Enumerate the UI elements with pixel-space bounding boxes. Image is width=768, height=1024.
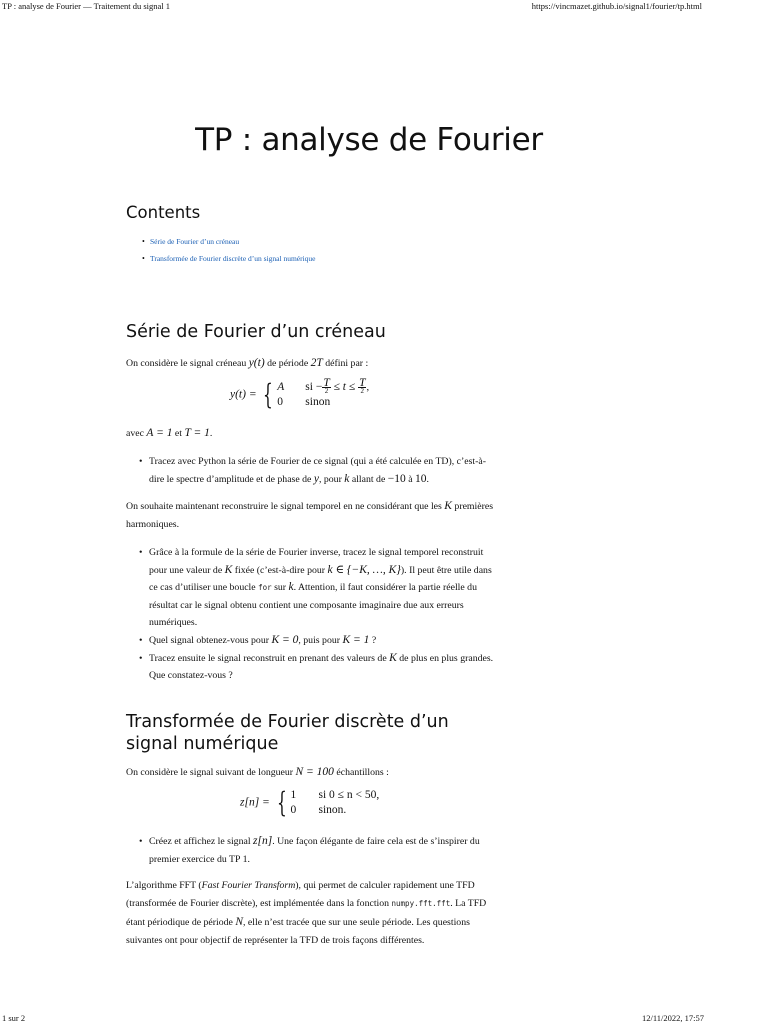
- text: Tracez avec Python la série de Fourier de ce signal (qui a été calculée en TD), c’est-à-dire le spectre d’amplitude et de phase de: [149, 456, 487, 485]
- eq-cond: ≤ t ≤: [330, 381, 359, 393]
- toc-link-fourier-series[interactable]: Série de Fourier d’un créneau: [150, 237, 240, 246]
- math: K: [224, 563, 233, 576]
- code: numpy.fft.fft: [391, 899, 451, 908]
- print-timestamp: 12/11/2022, 17:57: [641, 1013, 704, 1023]
- text: On considère le signal suivant de longueur: [126, 767, 296, 778]
- text: échantillons :: [333, 767, 389, 778]
- math: 2T: [310, 357, 323, 369]
- section1-list-b: [149, 544, 494, 685]
- equation-square-wave: [230, 377, 370, 412]
- math: y(t): [248, 357, 265, 369]
- eq-row: [291, 803, 380, 818]
- list-item: [149, 544, 494, 632]
- text: , puis pour: [298, 634, 343, 646]
- contents-heading: Contents: [126, 203, 201, 222]
- frac-den: 2: [360, 387, 365, 396]
- text: . Une façon élégante de faire cela est de s’inspirer du premier exercice du TP 1.: [149, 836, 480, 865]
- text: et: [172, 428, 185, 439]
- eq-brace: {: [276, 786, 287, 819]
- text: avec: [126, 428, 147, 439]
- text: On souhaite maintenant reconstruire le signal temporel en ne considérant que les: [126, 501, 445, 512]
- eq-value: A: [277, 381, 285, 393]
- table-of-contents: [150, 236, 316, 270]
- fraction: [322, 377, 330, 396]
- eq-value: 1: [290, 789, 297, 801]
- text: allant de: [349, 473, 388, 485]
- text: Tracez ensuite le signal reconstruit en prenant des valeurs de: [149, 652, 390, 664]
- list-item: [149, 650, 494, 685]
- text: L’algorithme FFT (: [126, 880, 202, 891]
- eq-row: [291, 788, 380, 803]
- list-item: [149, 453, 494, 488]
- math: k ∈ {−K, …, K}: [327, 563, 401, 576]
- section2-list: [149, 833, 494, 868]
- text: ), qui permet de calculer rapidement une TFD (transformée de Fourier discrète), est implémentée dans la fonction: [126, 880, 475, 909]
- eq-lhs: z[n] =: [240, 796, 273, 809]
- text: Créez et affichez le signal: [149, 836, 253, 847]
- text: à: [405, 473, 415, 485]
- frac-num: T: [359, 377, 366, 390]
- math: y: [313, 472, 319, 485]
- eq-value: 0: [290, 804, 297, 816]
- frac-num: T: [323, 377, 330, 390]
- text: défini par :: [322, 358, 369, 369]
- section1-params: [126, 424, 496, 443]
- eq-row: [277, 377, 370, 396]
- list-item: [149, 632, 494, 650]
- page-counter: 1 sur 2: [2, 1013, 26, 1023]
- section1-intro: [126, 354, 496, 373]
- eq-rows: [277, 377, 370, 410]
- text: de période: [264, 358, 311, 369]
- text: de plus en plus grandes. Que constatez-vous ?: [149, 652, 494, 682]
- eq-lhs: y(t) =: [230, 388, 260, 401]
- section2-fft-paragraph: [126, 877, 496, 950]
- math: K: [389, 651, 397, 664]
- math: N = 100: [295, 766, 334, 778]
- frac-den: 2: [324, 387, 329, 396]
- math: k: [288, 581, 294, 594]
- toc-item: [150, 253, 316, 270]
- text: , pour: [318, 473, 345, 485]
- page-title: TP : analyse de Fourier: [195, 122, 543, 158]
- math: K: [444, 500, 452, 512]
- eq-cond: si −: [305, 381, 323, 393]
- eq-cond: sinon: [305, 396, 331, 409]
- toc-item: [150, 236, 316, 253]
- math: K = 0: [271, 633, 299, 646]
- math: 10: [415, 472, 427, 485]
- list-item: [149, 833, 494, 868]
- math: N: [235, 916, 244, 928]
- eq-punct: ,: [366, 382, 370, 393]
- text: sur: [271, 582, 289, 594]
- text: .: [209, 428, 213, 439]
- math: A = 1: [146, 427, 173, 439]
- section1-reconstruct: [126, 497, 496, 534]
- text: . La TFD étant périodique de période: [126, 898, 487, 928]
- text: ). Il peut être utile dans ce cas d’utiliser une boucle: [149, 564, 492, 594]
- code: for: [258, 583, 272, 593]
- section-heading-fourier-series: Série de Fourier d’un créneau: [126, 322, 386, 342]
- math: k: [344, 472, 350, 485]
- text: Grâce à la formule de la série de Fourier inverse, tracez le signal temporel reconstruit pour une valeur de: [149, 547, 484, 576]
- print-header-title: TP : analyse de Fourier — Traitement du signal 1: [2, 1, 171, 11]
- math: T = 1: [184, 427, 210, 439]
- print-footer: [0, 1012, 768, 1024]
- section1-list-a: [149, 453, 494, 488]
- text: fixée (c’est-à-dire pour: [232, 564, 328, 576]
- eq-rows: [291, 788, 380, 818]
- math: z[n]: [253, 835, 273, 847]
- eq-cond: sinon.: [318, 804, 347, 816]
- text: premières harmoniques.: [126, 501, 494, 530]
- text: . Attention, il faut considérer la partie réelle du résultat car le signal obtenu contient une composante imaginaire due aux erreurs numériques.: [149, 582, 477, 629]
- eq-cond: si 0 ≤ n < 50,: [318, 789, 380, 801]
- math: −10: [387, 472, 406, 485]
- print-header: [0, 0, 768, 14]
- toc-link-dft[interactable]: Transformée de Fourier discrète d’un signal numérique: [150, 254, 316, 263]
- equation-z: [240, 788, 379, 818]
- eq-value: 0: [277, 396, 284, 409]
- math: K = 1: [342, 633, 370, 646]
- section2-intro: [126, 763, 496, 782]
- eq-brace: {: [263, 378, 274, 412]
- text: , elle n’est tracée que sur une seule période. Les questions suivantes ont pour objectif de représenter la TFD de trois façons différentes.: [126, 917, 470, 946]
- section-heading-dft: Transformée de Fourier discrète d’un signal numérique: [126, 712, 449, 754]
- emphasis: Fast Fourier Transform: [201, 880, 296, 891]
- text: On considère le signal créneau: [126, 358, 249, 369]
- text: .: [426, 473, 429, 485]
- text: Quel signal obtenez-vous pour: [149, 634, 272, 646]
- text: ?: [369, 634, 377, 646]
- print-header-url: https://vincmazet.github.io/signal1/fourier/tp.html: [531, 1, 702, 11]
- eq-row: [277, 395, 369, 410]
